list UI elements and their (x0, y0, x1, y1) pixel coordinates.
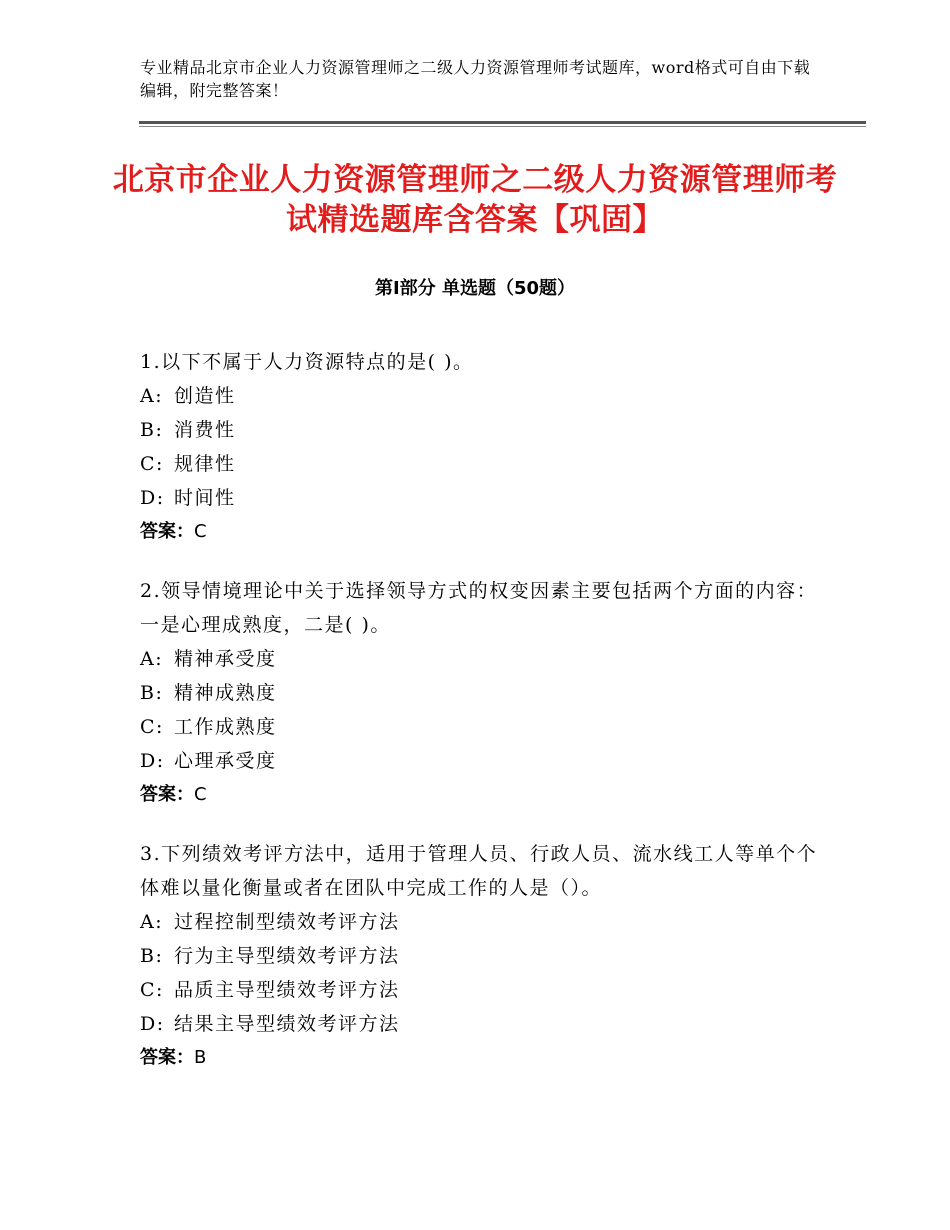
option-text: 时间性 (174, 487, 236, 509)
answer-label: 答案： (140, 521, 194, 542)
option-letter: D: (140, 487, 165, 509)
option-text: 工作成熟度 (174, 716, 277, 738)
option-letter: C: (140, 453, 164, 475)
section-title: 第Ⅰ部分 单选题（50题） (374, 278, 575, 299)
option-a (140, 379, 820, 413)
question-stem: 1.以下不属于人力资源特点的是( )。 (140, 351, 474, 373)
option-d (140, 744, 820, 778)
option-b (140, 413, 820, 447)
option-letter: A: (140, 648, 164, 670)
option-text: 品质主导型绩效考评方法 (174, 979, 400, 1001)
option-c (140, 973, 820, 1007)
answer-value: C (194, 784, 207, 805)
option-a (140, 905, 820, 939)
option-text: 精神承受度 (174, 648, 277, 670)
answer-value: B (194, 1047, 207, 1068)
answer-label: 答案： (140, 1047, 194, 1068)
question-stem: 3.下列绩效考评方法中，适用于管理人员、行政人员、流水线工人等单个个体难以量化衡量或者在团队中完成工作的人是（）。 (140, 843, 818, 899)
option-letter: A: (140, 385, 164, 407)
option-d (140, 1007, 820, 1041)
option-letter: D: (140, 1013, 165, 1035)
question-stem: 2.领导情境理论中关于选择领导方式的权变因素主要包括两个方面的内容：一是心理成熟度，二是( )。 (140, 580, 818, 636)
option-text: 规律性 (174, 453, 236, 475)
option-letter: A: (140, 911, 164, 933)
answer-line (140, 1041, 820, 1075)
answer-line (140, 778, 820, 812)
option-a (140, 642, 820, 676)
header-divider-thick (139, 121, 866, 124)
option-text: 行为主导型绩效考评方法 (174, 945, 400, 967)
option-letter: B: (140, 419, 164, 441)
header-divider-thin (139, 126, 866, 127)
document-header-note: 专业精品北京市企业人力资源管理师之二级人力资源管理师考试题库，word格式可自由下载编辑，附完整答案！ (140, 58, 811, 100)
question-1 (140, 345, 820, 549)
answer-line (140, 515, 820, 549)
option-text: 心理承受度 (174, 750, 277, 772)
option-text: 精神成熟度 (174, 682, 277, 704)
question-2 (140, 574, 820, 812)
option-c (140, 447, 820, 481)
question-list (140, 345, 820, 1100)
option-letter: C: (140, 716, 164, 738)
answer-label: 答案： (140, 784, 194, 805)
option-b (140, 939, 820, 973)
option-text: 创造性 (174, 385, 236, 407)
option-letter: D: (140, 750, 165, 772)
option-d (140, 481, 820, 515)
document-title: 北京市企业人力资源管理师之二级人力资源管理师考试精选题库含答案【巩固】 (112, 162, 838, 238)
option-letter: B: (140, 682, 164, 704)
option-b (140, 676, 820, 710)
question-3 (140, 837, 820, 1075)
option-text: 过程控制型绩效考评方法 (174, 911, 400, 933)
answer-value: C (194, 521, 207, 542)
option-text: 消费性 (174, 419, 236, 441)
option-letter: C: (140, 979, 164, 1001)
option-text: 结果主导型绩效考评方法 (174, 1013, 400, 1035)
option-c (140, 710, 820, 744)
option-letter: B: (140, 945, 164, 967)
